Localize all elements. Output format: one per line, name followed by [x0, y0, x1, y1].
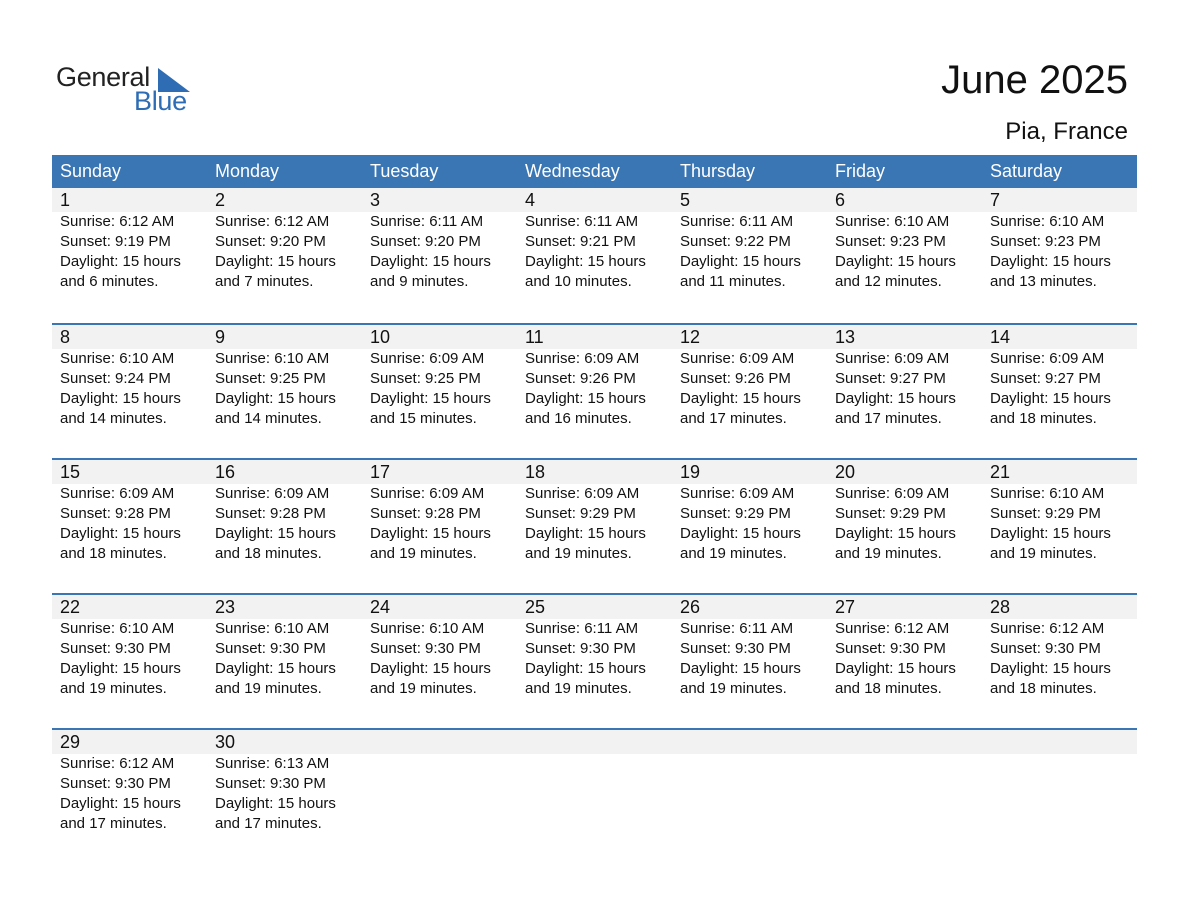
weekday-friday: Friday — [835, 161, 886, 181]
sunset-time: Sunset: 9:23 PM — [990, 233, 1101, 250]
sunrise-time: Sunrise: 6:12 AM — [990, 620, 1105, 637]
empty-day-cell — [672, 730, 827, 834]
day-cell — [52, 325, 207, 429]
daylight-hours: Daylight: 15 hours — [525, 253, 646, 270]
daylight-hours: Daylight: 15 hours — [990, 525, 1111, 542]
sunset-time: Sunset: 9:20 PM — [215, 233, 326, 250]
empty-day-cell — [827, 730, 982, 834]
day-number: 1 — [60, 190, 71, 210]
daylight-hours: Daylight: 15 hours — [525, 660, 646, 677]
week-days — [52, 460, 1137, 564]
sunset-time: Sunset: 9:28 PM — [60, 505, 171, 522]
daylight-minutes: and 18 minutes. — [60, 545, 167, 562]
sunset-time: Sunset: 9:30 PM — [525, 640, 636, 657]
daylight-minutes: and 19 minutes. — [60, 680, 167, 697]
weekday-saturday: Saturday — [990, 161, 1063, 181]
day-number: 11 — [525, 327, 544, 347]
sunrise-time: Sunrise: 6:09 AM — [370, 485, 485, 502]
day-cell — [827, 325, 982, 429]
daylight-hours: Daylight: 15 hours — [370, 390, 491, 407]
day-number: 14 — [990, 327, 1011, 347]
empty-day-cell — [362, 730, 517, 834]
sunrise-time: Sunrise: 6:09 AM — [835, 350, 950, 367]
daylight-minutes: and 19 minutes. — [525, 545, 632, 562]
daylight-minutes: and 17 minutes. — [680, 410, 787, 427]
daylight-minutes: and 17 minutes. — [835, 410, 942, 427]
daylight-minutes: and 18 minutes. — [990, 410, 1097, 427]
day-number: 16 — [215, 462, 236, 482]
day-number: 26 — [680, 597, 701, 617]
sunrise-time: Sunrise: 6:11 AM — [370, 213, 484, 230]
logo-general-text: General — [56, 62, 150, 92]
daylight-hours: Daylight: 15 hours — [60, 253, 181, 270]
daylight-hours: Daylight: 15 hours — [215, 525, 336, 542]
day-number: 24 — [370, 597, 391, 617]
daylight-hours: Daylight: 15 hours — [835, 660, 956, 677]
daylight-minutes: and 12 minutes. — [835, 273, 942, 290]
day-cell — [362, 595, 517, 699]
sunset-time: Sunset: 9:30 PM — [990, 640, 1101, 657]
day-cell — [207, 188, 362, 292]
sunrise-time: Sunrise: 6:12 AM — [60, 213, 175, 230]
daylight-minutes: and 19 minutes. — [680, 545, 787, 562]
sunset-time: Sunset: 9:25 PM — [370, 370, 481, 387]
daylight-hours: Daylight: 15 hours — [60, 660, 181, 677]
weekday-header — [52, 155, 1137, 188]
sunrise-time: Sunrise: 6:11 AM — [525, 213, 639, 230]
day-number: 5 — [680, 190, 691, 210]
daylight-minutes: and 11 minutes. — [680, 273, 786, 290]
sunrise-time: Sunrise: 6:09 AM — [990, 350, 1105, 367]
sunrise-time: Sunrise: 6:09 AM — [525, 350, 640, 367]
daylight-minutes: and 10 minutes. — [525, 273, 632, 290]
daylight-hours: Daylight: 15 hours — [60, 390, 181, 407]
daylight-hours: Daylight: 15 hours — [680, 525, 801, 542]
sunrise-time: Sunrise: 6:10 AM — [60, 620, 175, 637]
day-cell — [982, 325, 1137, 429]
daylight-minutes: and 14 minutes. — [215, 410, 322, 427]
week-row — [52, 323, 1137, 458]
daylight-minutes: and 6 minutes. — [60, 273, 159, 290]
sunset-time: Sunset: 9:20 PM — [370, 233, 481, 250]
sunset-time: Sunset: 9:29 PM — [680, 505, 791, 522]
sunrise-time: Sunrise: 6:09 AM — [835, 485, 950, 502]
sunset-time: Sunset: 9:30 PM — [215, 640, 326, 657]
weekday-thursday: Thursday — [680, 161, 756, 181]
sunset-time: Sunset: 9:27 PM — [835, 370, 946, 387]
day-cell — [207, 325, 362, 429]
day-cell — [517, 325, 672, 429]
sunset-time: Sunset: 9:30 PM — [60, 640, 171, 657]
daylight-minutes: and 9 minutes. — [370, 273, 469, 290]
day-cell — [982, 460, 1137, 564]
sunset-time: Sunset: 9:28 PM — [370, 505, 481, 522]
sunrise-time: Sunrise: 6:10 AM — [370, 620, 485, 637]
sunset-time: Sunset: 9:28 PM — [215, 505, 326, 522]
daylight-minutes: and 18 minutes. — [990, 680, 1097, 697]
day-number: 13 — [835, 327, 856, 347]
day-number: 12 — [680, 327, 701, 347]
day-cell — [672, 595, 827, 699]
daylight-hours: Daylight: 15 hours — [990, 660, 1111, 677]
daylight-hours: Daylight: 15 hours — [835, 253, 956, 270]
sunrise-time: Sunrise: 6:12 AM — [835, 620, 950, 637]
daylight-minutes: and 17 minutes. — [215, 815, 322, 832]
sunrise-time: Sunrise: 6:10 AM — [990, 485, 1105, 502]
logo-blue-text: Blue — [134, 86, 187, 116]
sunset-time: Sunset: 9:30 PM — [680, 640, 791, 657]
day-number: 15 — [60, 462, 81, 482]
calendar-weeks — [52, 188, 1137, 863]
day-number: 23 — [215, 597, 236, 617]
daylight-minutes: and 19 minutes. — [370, 545, 477, 562]
sunset-time: Sunset: 9:19 PM — [60, 233, 171, 250]
sunrise-time: Sunrise: 6:10 AM — [835, 213, 950, 230]
sunrise-time: Sunrise: 6:12 AM — [215, 213, 330, 230]
daylight-hours: Daylight: 15 hours — [835, 390, 956, 407]
weekday-wednesday: Wednesday — [525, 161, 620, 181]
daylight-minutes: and 19 minutes. — [525, 680, 632, 697]
daylight-minutes: and 7 minutes. — [215, 273, 314, 290]
week-row — [52, 728, 1137, 863]
day-cell — [517, 188, 672, 292]
day-number: 2 — [215, 190, 226, 210]
week-row — [52, 188, 1137, 323]
sunrise-time: Sunrise: 6:10 AM — [990, 213, 1105, 230]
sunrise-time: Sunrise: 6:09 AM — [525, 485, 640, 502]
sunrise-time: Sunrise: 6:10 AM — [60, 350, 175, 367]
day-cell — [362, 188, 517, 292]
day-number: 3 — [370, 190, 381, 210]
day-cell — [982, 188, 1137, 292]
day-cell — [52, 730, 207, 834]
daylight-hours: Daylight: 15 hours — [990, 390, 1111, 407]
day-number: 19 — [680, 462, 701, 482]
sunrise-time: Sunrise: 6:11 AM — [680, 213, 794, 230]
day-number: 6 — [835, 190, 846, 210]
daylight-hours: Daylight: 15 hours — [525, 390, 646, 407]
daylight-hours: Daylight: 15 hours — [835, 525, 956, 542]
daylight-minutes: and 19 minutes. — [680, 680, 787, 697]
day-cell — [827, 595, 982, 699]
sunrise-time: Sunrise: 6:11 AM — [525, 620, 639, 637]
day-number: 28 — [990, 597, 1011, 617]
day-number: 10 — [370, 327, 391, 347]
location-subtitle: Pia, France — [1005, 118, 1128, 145]
sunset-time: Sunset: 9:29 PM — [990, 505, 1101, 522]
daylight-hours: Daylight: 15 hours — [680, 253, 801, 270]
daylight-minutes: and 16 minutes. — [525, 410, 632, 427]
day-cell — [207, 595, 362, 699]
weekday-sunday: Sunday — [60, 161, 122, 181]
week-row — [52, 593, 1137, 728]
day-number: 8 — [60, 327, 71, 347]
day-cell — [207, 460, 362, 564]
daylight-hours: Daylight: 15 hours — [680, 660, 801, 677]
sunset-time: Sunset: 9:22 PM — [680, 233, 791, 250]
sunset-time: Sunset: 9:21 PM — [525, 233, 636, 250]
daylight-minutes: and 15 minutes. — [370, 410, 477, 427]
day-number: 27 — [835, 597, 856, 617]
day-number: 20 — [835, 462, 856, 482]
daylight-hours: Daylight: 15 hours — [370, 253, 491, 270]
day-number: 4 — [525, 190, 536, 210]
sunset-time: Sunset: 9:25 PM — [215, 370, 326, 387]
daylight-hours: Daylight: 15 hours — [680, 390, 801, 407]
sunset-time: Sunset: 9:27 PM — [990, 370, 1101, 387]
page-title: June 2025 — [941, 58, 1128, 102]
daylight-hours: Daylight: 15 hours — [525, 525, 646, 542]
daylight-minutes: and 13 minutes. — [990, 273, 1097, 290]
week-days — [52, 188, 1137, 292]
daylight-hours: Daylight: 15 hours — [60, 525, 181, 542]
daylight-hours: Daylight: 15 hours — [215, 795, 336, 812]
daylight-minutes: and 19 minutes. — [835, 545, 942, 562]
day-cell — [827, 188, 982, 292]
daylight-minutes: and 18 minutes. — [215, 545, 322, 562]
daylight-hours: Daylight: 15 hours — [370, 660, 491, 677]
sunset-time: Sunset: 9:30 PM — [370, 640, 481, 657]
sunset-time: Sunset: 9:26 PM — [525, 370, 636, 387]
day-number: 29 — [60, 732, 81, 752]
day-number: 9 — [215, 327, 226, 347]
empty-day-cell — [982, 730, 1137, 834]
daylight-hours: Daylight: 15 hours — [215, 253, 336, 270]
week-days — [52, 595, 1137, 699]
sunset-time: Sunset: 9:30 PM — [835, 640, 946, 657]
day-cell — [982, 595, 1137, 699]
week-row — [52, 458, 1137, 593]
sunset-time: Sunset: 9:26 PM — [680, 370, 791, 387]
daylight-hours: Daylight: 15 hours — [60, 795, 181, 812]
sunset-time: Sunset: 9:30 PM — [215, 775, 326, 792]
day-cell — [52, 460, 207, 564]
daylight-minutes: and 19 minutes. — [215, 680, 322, 697]
day-cell — [672, 325, 827, 429]
daylight-minutes: and 18 minutes. — [835, 680, 942, 697]
day-cell — [362, 460, 517, 564]
daylight-hours: Daylight: 15 hours — [215, 390, 336, 407]
day-cell — [672, 460, 827, 564]
week-days — [52, 325, 1137, 429]
day-number: 25 — [525, 597, 546, 617]
sunrise-time: Sunrise: 6:10 AM — [215, 350, 330, 367]
sunrise-time: Sunrise: 6:13 AM — [215, 755, 330, 772]
day-number: 21 — [990, 462, 1011, 482]
sunrise-time: Sunrise: 6:09 AM — [215, 485, 330, 502]
day-number: 7 — [990, 190, 1001, 210]
daylight-minutes: and 19 minutes. — [370, 680, 477, 697]
day-number: 17 — [370, 462, 391, 482]
day-cell — [672, 188, 827, 292]
day-number: 30 — [215, 732, 236, 752]
logo — [56, 62, 206, 118]
sunset-time: Sunset: 9:29 PM — [525, 505, 636, 522]
sunset-time: Sunset: 9:24 PM — [60, 370, 171, 387]
day-cell — [52, 188, 207, 292]
day-cell — [362, 325, 517, 429]
sunrise-time: Sunrise: 6:12 AM — [60, 755, 175, 772]
week-days — [52, 730, 1137, 834]
day-cell — [517, 460, 672, 564]
day-number: 22 — [60, 597, 81, 617]
daylight-hours: Daylight: 15 hours — [370, 525, 491, 542]
weekday-tuesday: Tuesday — [370, 161, 439, 181]
daylight-hours: Daylight: 15 hours — [990, 253, 1111, 270]
sunrise-time: Sunrise: 6:09 AM — [60, 485, 175, 502]
sunrise-time: Sunrise: 6:09 AM — [680, 485, 795, 502]
calendar — [52, 155, 1137, 863]
sunset-time: Sunset: 9:23 PM — [835, 233, 946, 250]
sunset-time: Sunset: 9:29 PM — [835, 505, 946, 522]
sunrise-time: Sunrise: 6:11 AM — [680, 620, 794, 637]
day-cell — [517, 595, 672, 699]
day-number: 18 — [525, 462, 546, 482]
sunrise-time: Sunrise: 6:09 AM — [370, 350, 485, 367]
daylight-minutes: and 19 minutes. — [990, 545, 1097, 562]
day-cell — [827, 460, 982, 564]
day-cell — [207, 730, 362, 834]
sunset-time: Sunset: 9:30 PM — [60, 775, 171, 792]
daylight-hours: Daylight: 15 hours — [215, 660, 336, 677]
daylight-minutes: and 17 minutes. — [60, 815, 167, 832]
sunrise-time: Sunrise: 6:10 AM — [215, 620, 330, 637]
weekday-monday: Monday — [215, 161, 280, 181]
sunrise-time: Sunrise: 6:09 AM — [680, 350, 795, 367]
empty-day-cell — [517, 730, 672, 834]
day-cell — [52, 595, 207, 699]
daylight-minutes: and 14 minutes. — [60, 410, 167, 427]
